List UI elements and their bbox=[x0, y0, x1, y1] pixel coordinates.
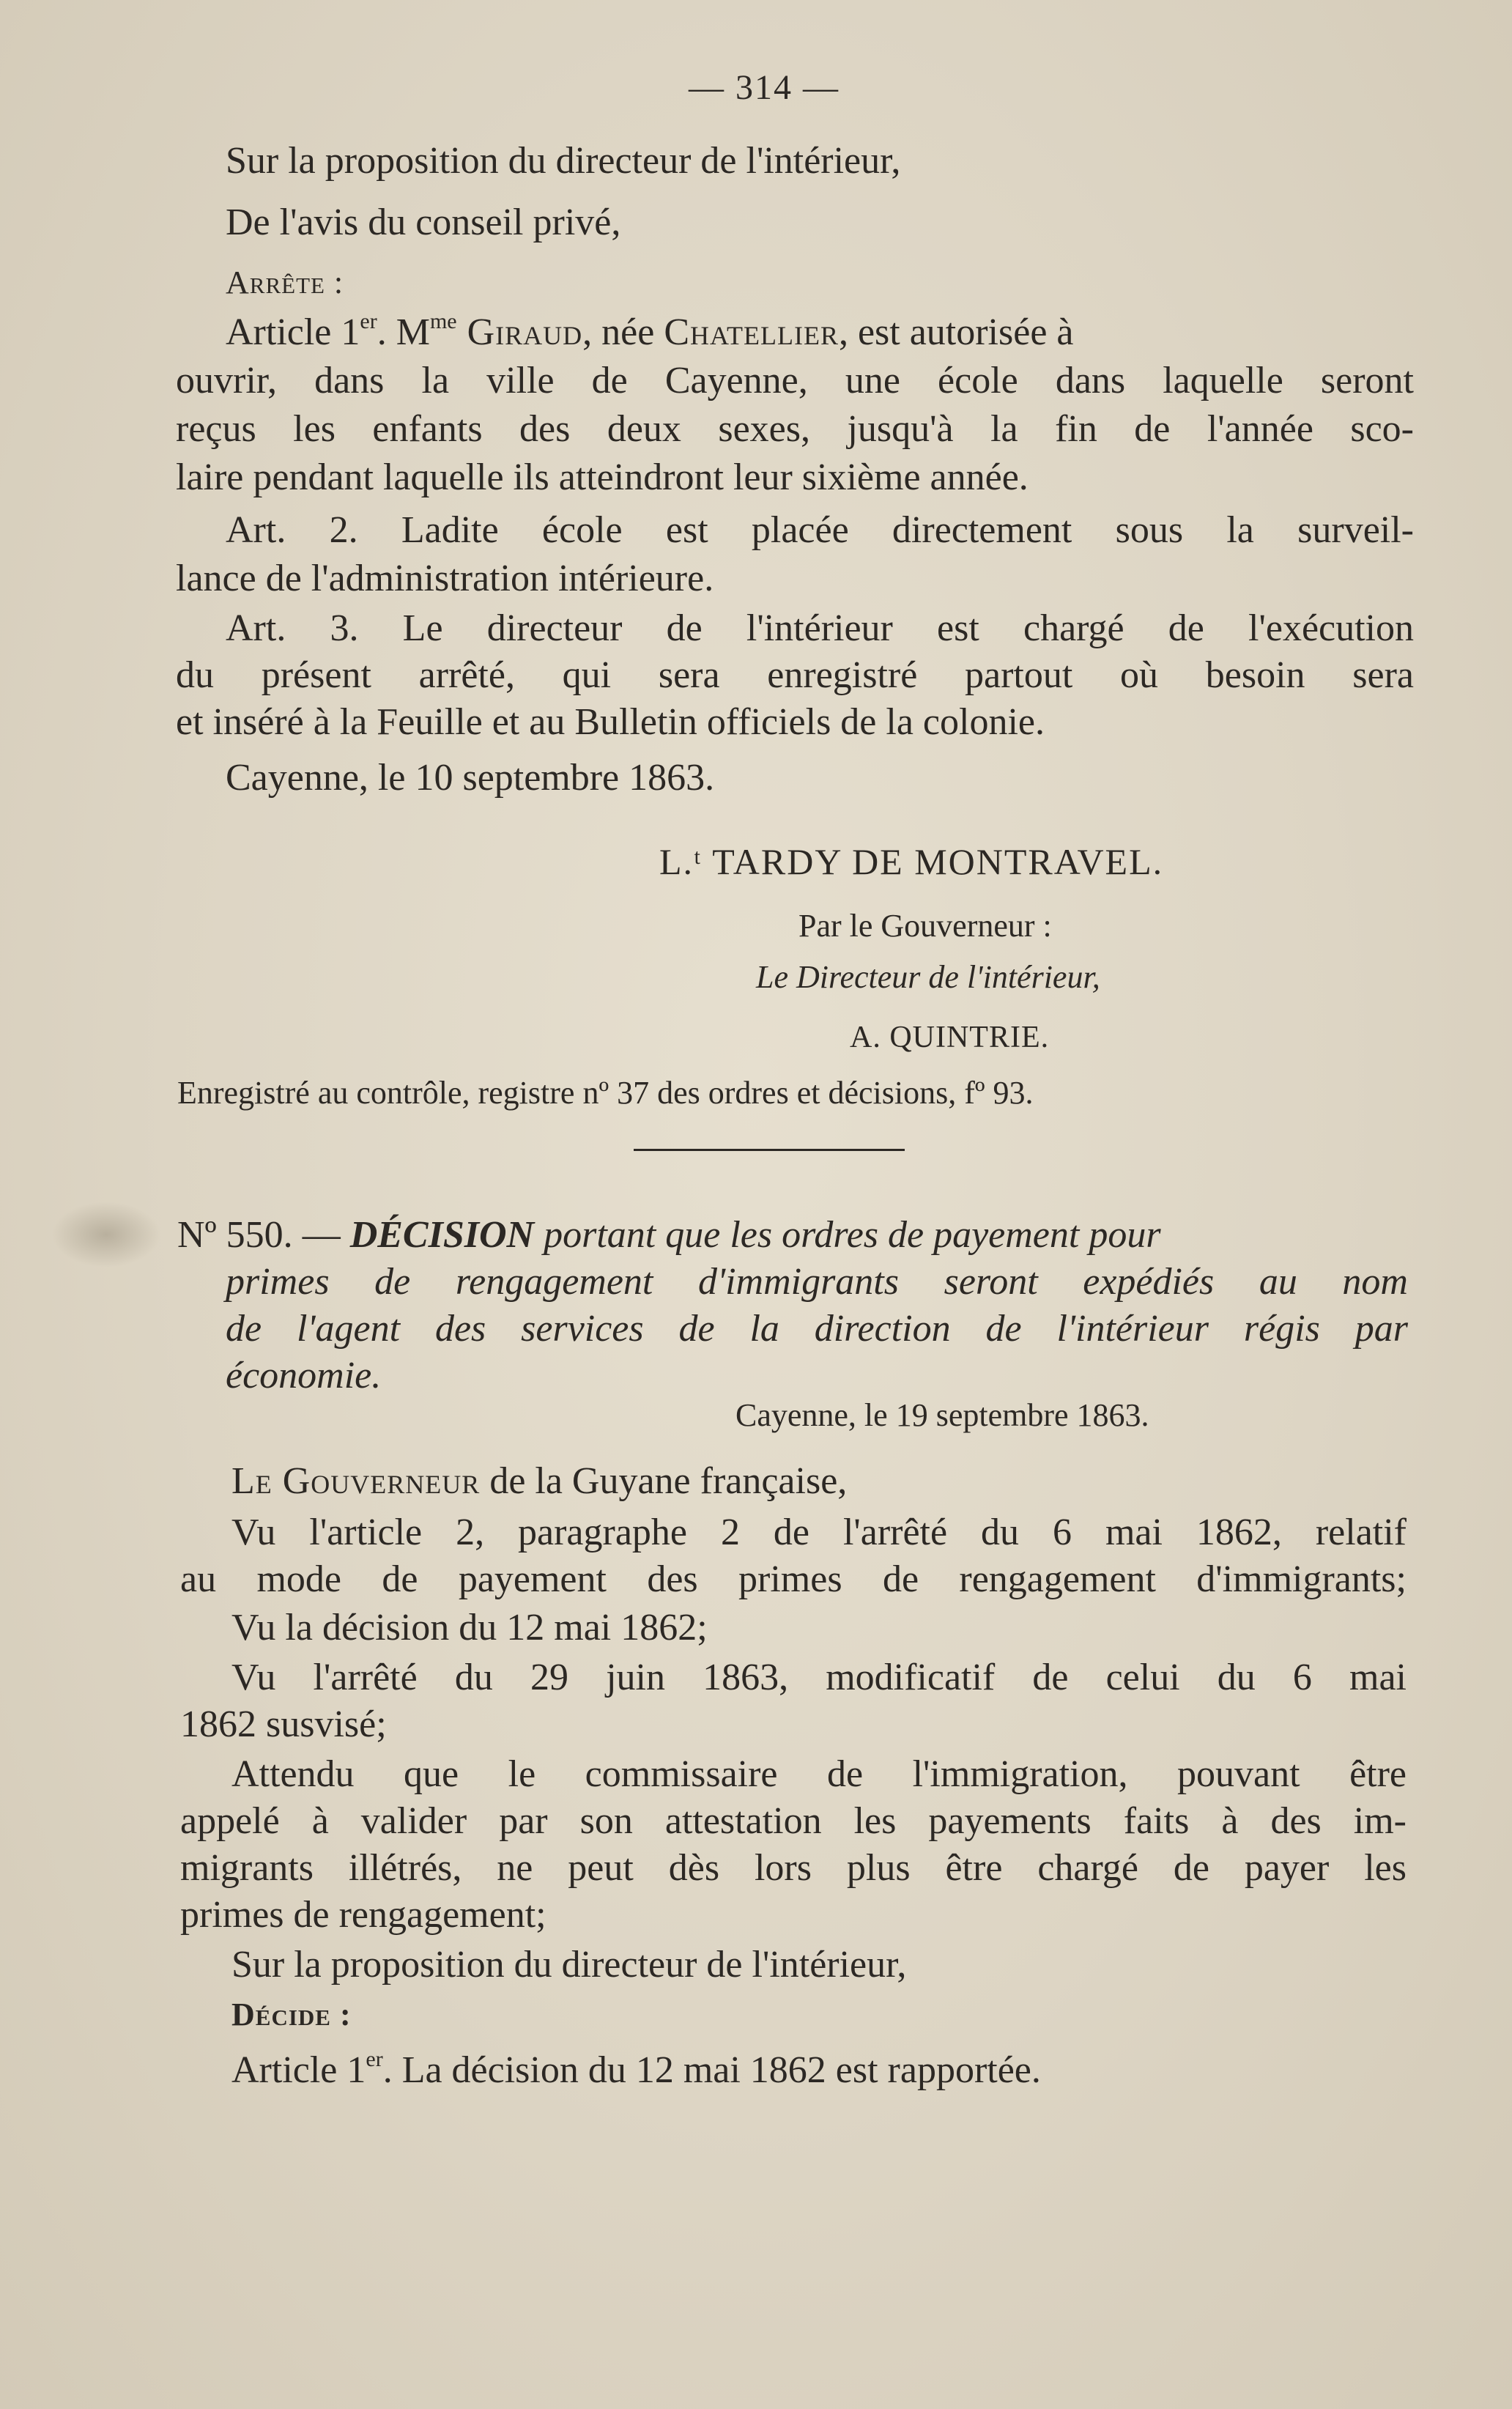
par-le-gouverneur: Par le Gouverneur : bbox=[798, 908, 1052, 944]
gouverneur-rest: de la Guyane française, bbox=[480, 1460, 848, 1502]
name-giraud: Giraud bbox=[456, 311, 583, 353]
article-1-label: Article 1 bbox=[226, 311, 360, 353]
vu-arrete-29-juin-line-1: Vu l'arrêté du 29 juin 1863, modificatif de celui du 6 mai bbox=[231, 1657, 1407, 1698]
decision-article-1 bbox=[231, 2047, 1041, 2094]
madame-abbrev: . M bbox=[377, 311, 430, 353]
directeur-interieur-label: Le Directeur de l'intérieur, bbox=[756, 959, 1100, 995]
decision-dash: — bbox=[292, 1214, 350, 1256]
attendu-line-4: primes de rengagement; bbox=[180, 1894, 546, 1936]
gouverneur-label: Le Gouverneur bbox=[231, 1460, 481, 1502]
arrete-heading: Arrête : bbox=[226, 264, 344, 300]
date-cayenne-10-sept: Cayenne, le 10 septembre 1863. bbox=[226, 757, 715, 799]
text-line-avis: De l'avis du conseil privé, bbox=[226, 201, 621, 243]
page-number: — 314 — bbox=[689, 68, 840, 107]
article-1-line-4: laire pendant laquelle ils atteindront leur sixième année. bbox=[176, 456, 1029, 498]
decision-article-1-rest: . La décision du 12 mai 1862 est rapportée. bbox=[382, 2049, 1041, 2091]
article-3-line-3: et inséré à la Feuille et au Bulletin officiels de la colonie. bbox=[176, 701, 1045, 743]
decision-number: Nº 550. bbox=[177, 1214, 293, 1256]
text-line-proposition: Sur la proposition du directeur de l'intérieur, bbox=[226, 140, 901, 182]
signature-quintrie: A. QUINTRIE. bbox=[850, 1021, 1050, 1054]
vu-article-2-line-2: au mode de payement des primes de rengagement d'immigrants; bbox=[180, 1558, 1407, 1600]
attendu-line-1: Attendu que le commissaire de l'immigration, pouvant être bbox=[231, 1753, 1407, 1795]
article-3-line-2: du présent arrêté, qui sera enregistré partout où besoin sera bbox=[176, 654, 1414, 696]
article-2-line-1: Art. 2. Ladite école est placée directement sous la surveil- bbox=[226, 509, 1414, 551]
decision-title-rest: portant que les ordres de payement pour bbox=[534, 1214, 1161, 1256]
decision-title-line-4: économie. bbox=[226, 1355, 382, 1396]
article-1-line-2: ouvrir, dans la ville de Cayenne, une école dans laquelle seront bbox=[176, 360, 1414, 402]
article-1-line-1 bbox=[226, 309, 1407, 356]
decision-word: DÉCISION bbox=[349, 1214, 535, 1256]
section-divider bbox=[634, 1149, 905, 1151]
name-chatellier: Chatellier bbox=[664, 311, 839, 353]
decision-title-line-2: primes de rengagement d'immigrants seront expédiés au nom bbox=[226, 1261, 1408, 1303]
article-3-line-1: Art. 3. Le directeur de l'intérieur est chargé de l'exécution bbox=[226, 607, 1414, 649]
decide-heading: Décide : bbox=[231, 1997, 352, 2032]
article-1-rest: , est autorisée à bbox=[838, 311, 1074, 353]
decision-title-line-1 bbox=[177, 1212, 1408, 1259]
attendu-line-3: migrants illétrés, ne peut dès lors plus être chargé de payer les bbox=[180, 1847, 1407, 1889]
registre-note: Enregistré au contrôle, registre nº 37 des ordres et décisions, fº 93. bbox=[177, 1075, 1034, 1111]
vu-arrete-29-juin-line-2: 1862 susvisé; bbox=[180, 1703, 387, 1745]
decision-article-1-label: Article 1 bbox=[231, 2049, 366, 2091]
signature-tardy: L.ᵗ TARDY DE MONTRAVEL. bbox=[659, 841, 1164, 882]
vu-article-2-line-1: Vu l'article 2, paragraphe 2 de l'arrêté du 6 mai 1862, relatif bbox=[231, 1511, 1407, 1553]
decision-article-1-superscript: er bbox=[366, 2047, 383, 2071]
vu-decision-12-mai: Vu la décision du 12 mai 1862; bbox=[231, 1607, 708, 1648]
date-cayenne-19-sept: Cayenne, le 19 septembre 1863. bbox=[735, 1397, 1149, 1433]
article-1-line-3: reçus les enfants des deux sexes, jusqu'à la fin de l'année sco- bbox=[176, 408, 1414, 450]
decision-title-line-3: de l'agent des services de la direction de l'intérieur régis par bbox=[226, 1308, 1408, 1350]
article-1-superscript: er bbox=[360, 309, 377, 333]
gouverneur-line bbox=[231, 1458, 847, 1505]
attendu-line-2: appelé à valider par son attestation les payements faits à des im- bbox=[180, 1800, 1407, 1842]
article-2-line-2: lance de l'administration intérieure. bbox=[176, 558, 714, 599]
nee-text: , née bbox=[582, 311, 664, 353]
madame-superscript: me bbox=[429, 309, 457, 333]
proposition-line: Sur la proposition du directeur de l'intérieur, bbox=[231, 1944, 907, 1986]
paper-stain bbox=[51, 1202, 161, 1268]
